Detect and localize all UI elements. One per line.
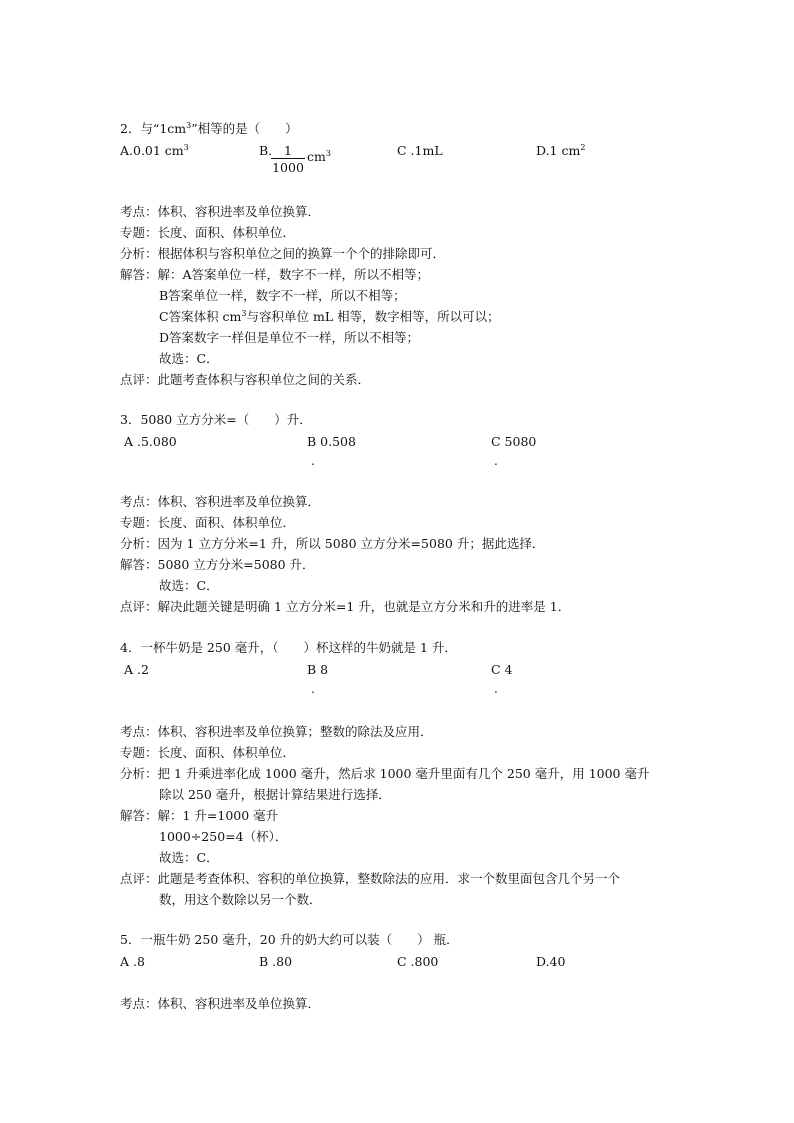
q5-option-a: A .8 [120,954,145,969]
q3-option-a: A .5.080 [124,434,177,449]
q2-fenxi: 分析：根据体积与容积单位之间的换算一个个的排除即可． [120,246,446,261]
q2-option-a: A.0.01 $cm^3$ [120,143,189,158]
q4-option-a: A .2 [124,662,149,677]
q5-kaodian: 考点：体积、容积进率及单位换算． [120,996,321,1011]
q5-option-d: D.40 [536,954,566,969]
q2-option-c: C .1mL [397,143,443,158]
q4-dianping-line-1: 点评：此题是考查体积、容积的单位换算，整数除法的应用．求一个数里面包含几个另一个 [120,871,621,886]
q2-jieda-line-1: 解答：解：A答案单位一样，数字不一样，所以不相等； [120,267,430,282]
q5-stem: 5．一瓶牛奶 250 毫升，20 升的奶大约可以装（ ） 瓶． [120,932,459,947]
q4-stem: 4．一杯牛奶是 250 毫升，（ ）杯这样的牛奶就是 1 升． [120,640,457,655]
q4-jieda-line-2: 1000÷250=4（杯）． [159,829,288,844]
q2-option-d: D.1 $cm^2$ [536,143,586,158]
q2-option-b-label: B． [259,143,281,158]
q3-option-c-dot: . [494,454,498,468]
q2-jieda-line-4: D答案数字一样但是单位不一样，所以不相等； [159,330,420,345]
q4-fenxi-line-2: 除以 250 毫升，根据计算结果进行选择． [159,787,391,802]
q3-jieda-line-1: 解答：5080 立方分米=5080 升． [120,557,315,572]
fraction-denominator: 1000 [272,160,304,175]
fraction-numerator: 1 [271,143,305,159]
q3-jieda-line-2: 故选：C． [159,578,219,593]
q3-option-b-dot: . [311,454,315,468]
q2-kaodian: 考点：体积、容积进率及单位换算． [120,204,321,219]
q2-zhuanti: 专题：长度、面积、体积单位． [120,225,296,240]
q5-option-b: B .80 [259,954,293,969]
q2-jieda-line-5: 故选：C． [159,351,219,366]
q2-stem: 2．与“$1cm^3$”相等的是（ ） [120,121,298,136]
q4-option-b-dot: . [311,682,315,696]
q2-option-b-unit: $cm^3$ [307,149,331,164]
q3-stem: 3．5080 立方分米=（ ）升． [120,412,312,427]
q4-jieda-line-3: 故选：C． [159,850,219,865]
q4-option-c-dot: . [494,682,498,696]
q3-option-c: C 5080 [491,434,537,449]
q3-option-b: B 0.508 [307,434,356,449]
q4-dianping-line-2: 数，用这个数除以另一个数． [159,892,322,907]
q4-option-c: C 4 [491,662,513,677]
q3-dianping: 点评：解决此题关键是明确 1 立方分米=1 升，也就是立方分米和升的进率是 1． [120,599,571,614]
q4-zhuanti: 专题：长度、面积、体积单位． [120,745,296,760]
q2-jieda-line-3: C答案体积 $cm^3$与容积单位 mL 相等，数字相等，所以可以； [159,309,500,324]
q5-option-c: C .800 [397,954,439,969]
q4-fenxi-line-1: 分析：把 1 升乘进率化成 1000 毫升，然后求 1000 毫升里面有几个 250 毫升，用 1000 毫升 [120,766,650,781]
q3-kaodian: 考点：体积、容积进率及单位换算． [120,494,321,509]
q2-dianping: 点评：此题考查体积与容积单位之间的关系． [120,372,371,387]
q3-fenxi: 分析：因为 1 立方分米=1 升，所以 5080 立方分米=5080 升；据此选择． [120,536,545,551]
q2-jieda-line-2: B答案单位一样，数字不一样，所以不相等； [159,288,406,303]
q4-jieda-line-1: 解答：解：1 升=1000 毫升 [120,808,279,823]
q3-zhuanti: 专题：长度、面积、体积单位． [120,515,296,530]
q4-kaodian: 考点：体积、容积进率及单位换算；整数的除法及应用． [120,724,433,739]
q4-option-b: B 8 [307,662,329,677]
